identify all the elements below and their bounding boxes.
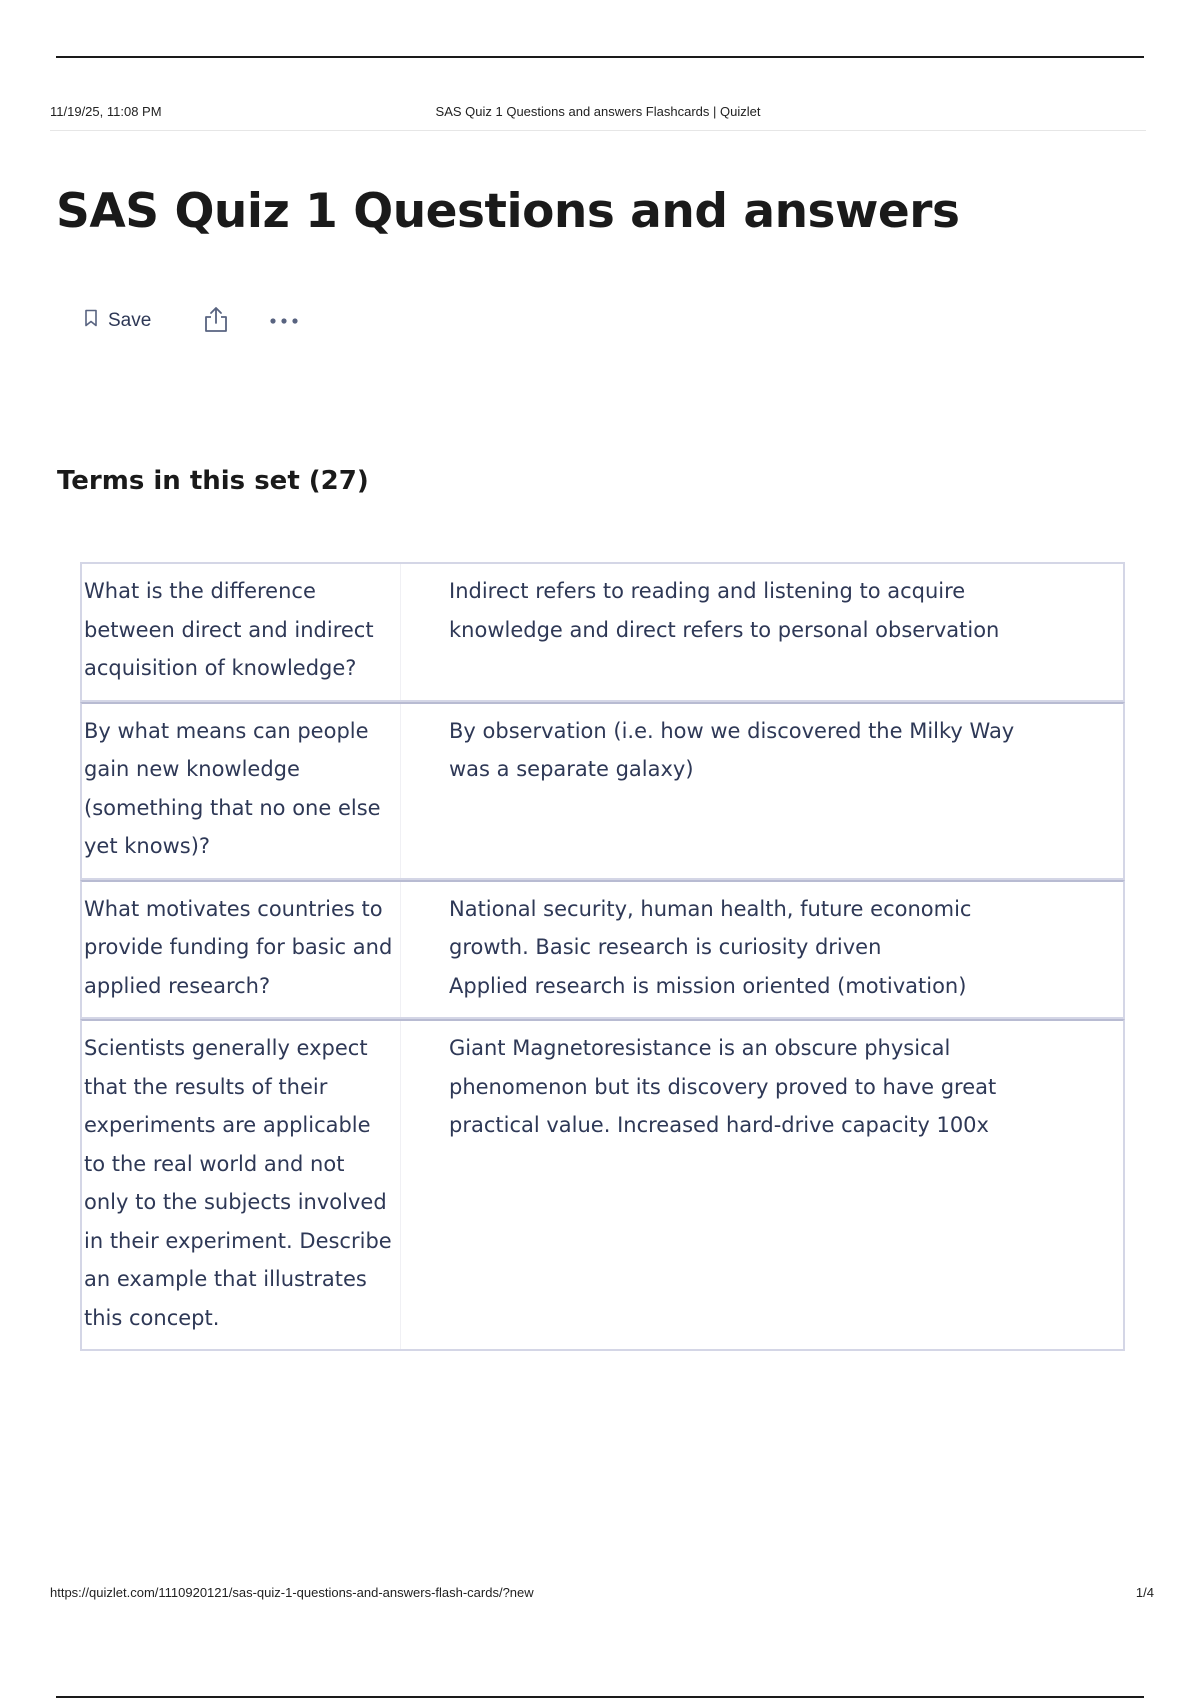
save-label: Save xyxy=(108,310,152,331)
term-text: What motivates countries to provide funding for basic and applied research? xyxy=(84,896,393,998)
card-divider xyxy=(400,704,401,878)
action-bar xyxy=(84,306,299,336)
more-dots-icon xyxy=(269,312,299,330)
term-card[interactable] xyxy=(80,880,1125,1020)
definition-text: Giant Magnetoresistance is an obscure physical phenomenon but its discovery proved to have great practical value. Increased hard-drive capacity 100x xyxy=(449,1036,997,1137)
share-button[interactable] xyxy=(203,305,229,338)
term-card[interactable] xyxy=(80,702,1125,880)
more-options-button[interactable] xyxy=(269,312,299,330)
card-divider xyxy=(400,882,401,1018)
terms-heading: Terms in this set (27) xyxy=(57,466,369,496)
page-bottom-rule xyxy=(56,1696,1144,1698)
bookmark-icon xyxy=(84,309,98,333)
header-divider xyxy=(50,130,1146,131)
term-text: By what means can people gain new knowledge (something that no one else yet knows)? xyxy=(84,718,381,858)
term-text: Scientists generally expect that the results of their experiments are applicable to the real world and not only to the subjects involved in their experiment. Describe an example that illustrates this concept. xyxy=(84,1036,392,1330)
term-text: What is the difference between direct and indirect acquisition of knowledge? xyxy=(84,579,374,680)
definition-text: Indirect refers to reading and listening to acquire knowledge and direct refers to personal observation xyxy=(449,579,1000,642)
print-header xyxy=(50,104,1146,124)
share-icon xyxy=(203,305,229,338)
save-button[interactable] xyxy=(84,309,151,333)
page-number: 1/4 xyxy=(1135,1585,1154,1600)
card-divider xyxy=(400,1021,401,1349)
term-card[interactable] xyxy=(80,562,1125,702)
print-document-title: SAS Quiz 1 Questions and answers Flashcards | Quizlet xyxy=(435,104,761,119)
print-datetime: 11/19/25, 11:08 PM xyxy=(50,104,162,119)
term-card[interactable] xyxy=(80,1019,1125,1351)
print-url: https://quizlet.com/1110920121/sas-quiz-1-questions-and-answers-flash-cards/?new xyxy=(50,1585,534,1600)
page-title: SAS Quiz 1 Questions and answers xyxy=(56,184,960,239)
card-divider xyxy=(400,564,401,700)
definition-text: National security, human health, future economic growth. Basic research is curiosity driven Applied research is mission oriented (motivation) xyxy=(449,896,972,998)
definition-text: By observation (i.e. how we discovered the Milky Way was a separate galaxy) xyxy=(449,718,1015,781)
page-top-rule xyxy=(56,56,1144,58)
term-list xyxy=(80,562,1125,1351)
